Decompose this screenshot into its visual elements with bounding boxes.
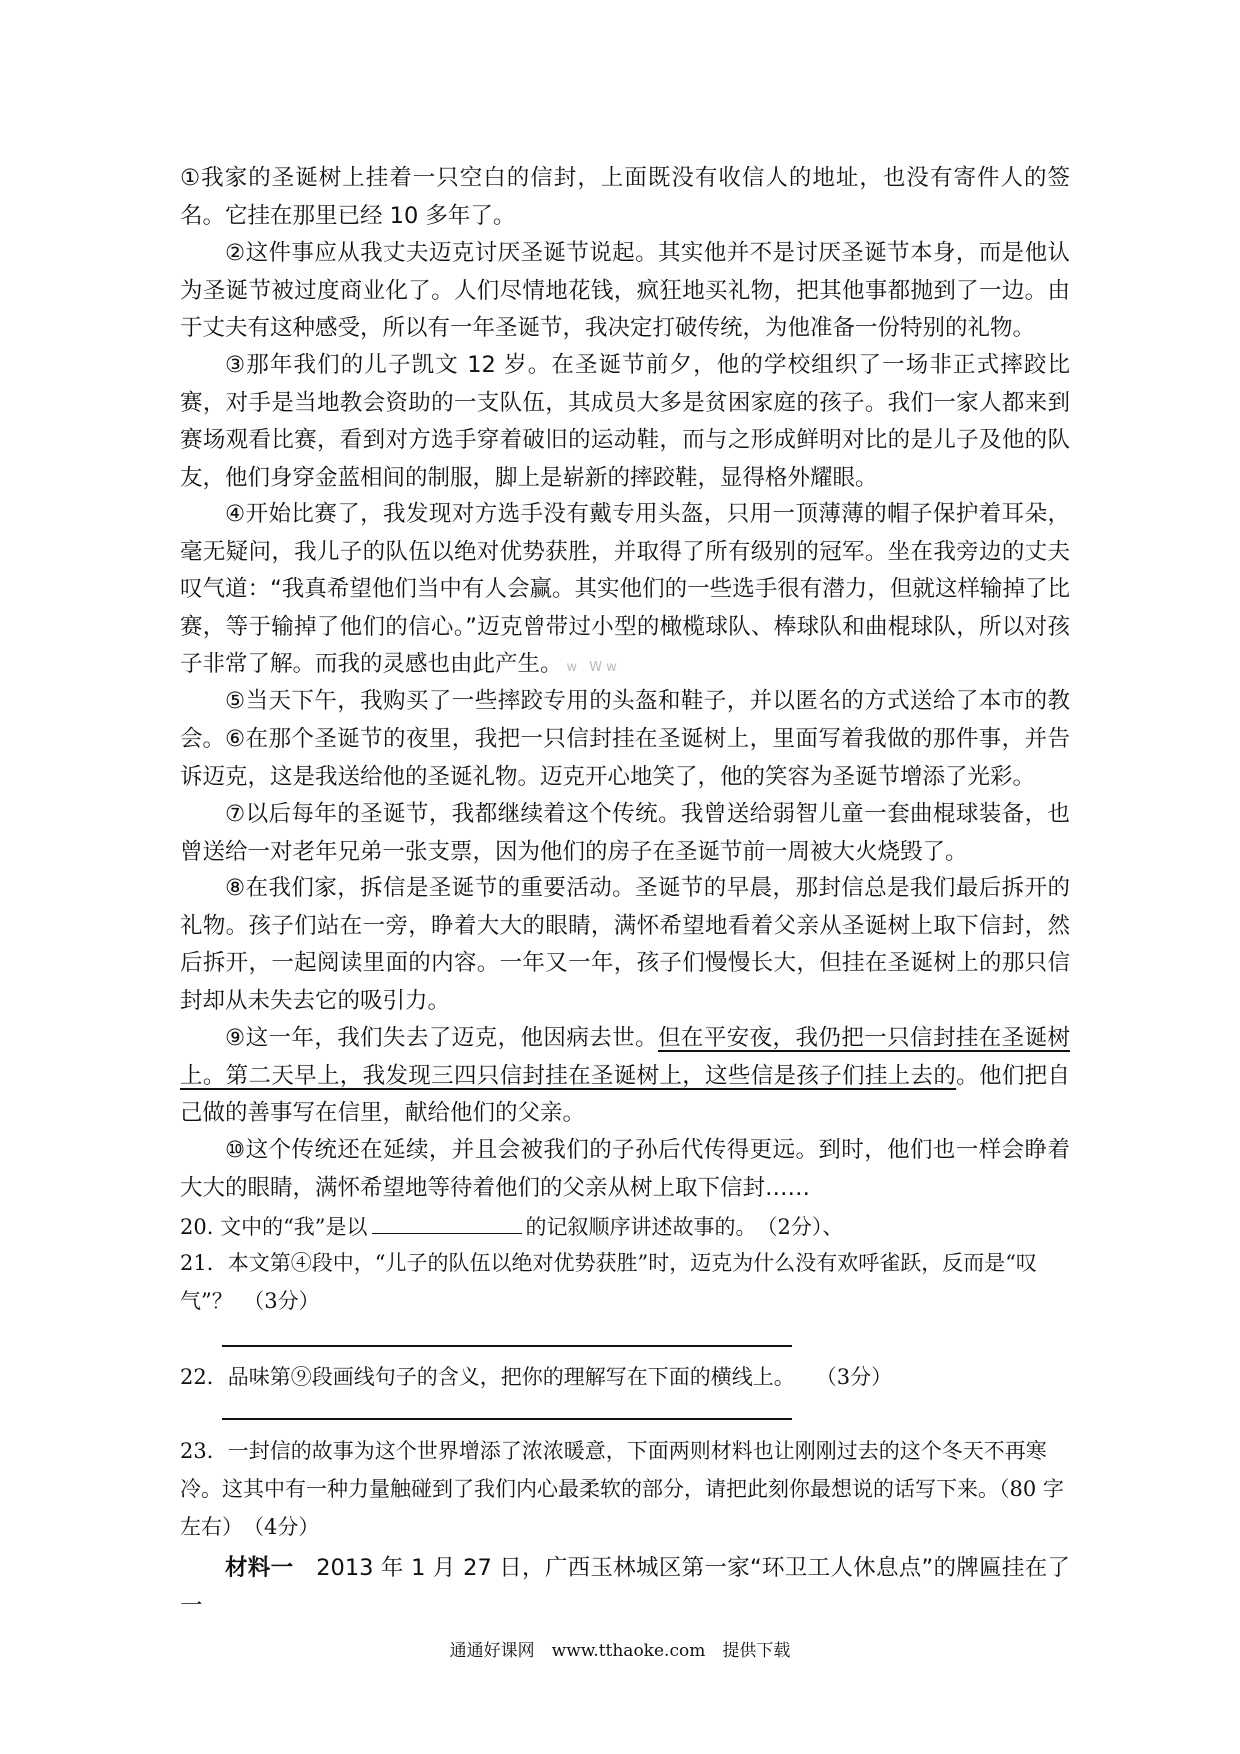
question-21-text: 21．本文第④段中，“儿子的队伍以绝对优势获胜”时，迈克为什么没有欢呼雀跃，反而是“叹气”？ （3分） <box>180 1251 1037 1313</box>
question-22-text: 22．品味第⑨段画线句子的含义，把你的理解写在下面的横线上。 （3分） <box>180 1365 893 1389</box>
paragraph-1-text: ①我家的圣诞树上挂着一只空白的信封，上面既没有收信人的地址，也没有寄件人的签名。它挂在那里已经 10 多年了。 <box>180 165 1070 229</box>
question-20 <box>180 1208 1070 1246</box>
paragraph-7 <box>180 796 1070 871</box>
answer-line-21[interactable] <box>222 1345 792 1347</box>
material-1-label: 材料一 <box>225 1555 294 1581</box>
question-20-text: 20. 文中的“我”是以 <box>180 1215 368 1239</box>
paragraph-1 <box>180 160 1070 235</box>
material-1 <box>180 1550 1070 1625</box>
paragraph-2-text: ②这件事应从我丈夫迈克讨厌圣诞节说起。其实他并不是讨厌圣诞节本身，而是他认为圣诞节被过度商业化了。人们尽情地花钱，疯狂地买礼物，把其他事都抛到了一边。由于丈夫有这种感受，所以有一年圣诞节，我决定打破传统，为他准备一份特别的礼物。 <box>180 240 1070 341</box>
question-23 <box>180 1432 1070 1546</box>
underlined-sentence: 但在平安夜，我仍把一只信封挂在圣诞树上。第二天早上，我发现三四只信封挂在圣诞树上，这些信是孩子们挂上去的 <box>180 1025 1070 1089</box>
paragraph-8-text: ⑧在我们家，拆信是圣诞节的重要活动。圣诞节的早晨，那封信总是我们最后拆开的礼物。孩子们站在一旁，睁着大大的眼睛，满怀希望地看着父亲从圣诞树上取下信封，然后拆开，一起阅读里面的内容。一年又一年，孩子们慢慢长大，但挂在圣诞树上的那只信封却从未失去它的吸引力。 <box>180 875 1070 1014</box>
question-23-text: 23．一封信的故事为这个世界增添了浓浓暖意，下面两则材料也让刚刚过去的这个冬天不再寒冷。这其中有一种力量触碰到了我们内心最柔软的部分，请把此刻你最想说的话写下来。（80 字左右） （4分） <box>180 1439 1064 1539</box>
paragraph-3 <box>180 347 1070 497</box>
paragraph-8 <box>180 870 1070 1020</box>
paragraph-9-text: ⑨这一年，我们失去了迈克，他因病去世。 <box>225 1025 658 1051</box>
question-21 <box>180 1244 1070 1320</box>
watermark-text: w Ww <box>566 660 621 675</box>
material-1-text: 2013 年 1 月 27 日，广西玉林城区第一家“环卫工人休息点”的牌匾挂在了一 <box>180 1555 1070 1619</box>
paragraph-6 <box>180 721 1070 796</box>
paragraph-9-tail: 。他们把自己做的善事写在信里，献给他们的父亲。 <box>180 1062 1070 1126</box>
answer-line-22[interactable] <box>222 1418 792 1420</box>
paragraph-7-text: ⑦以后每年的圣诞节，我都继续着这个传统。我曾送给弱智儿童一套曲棍球装备，也曾送给一对老年兄弟一张支票，因为他们的房子在圣诞节前一周被大火烧毁了。 <box>180 801 1070 865</box>
paragraph-3-text: ③那年我们的儿子凯文 12 岁。在圣诞节前夕，他的学校组织了一场非正式摔跤比赛，对手是当地教会资助的一支队伍，其成员大多是贫困家庭的孩子。我们一家人都来到赛场观看比赛，看到对方选手穿着破旧的运动鞋，而与之形成鲜明对比的是儿子及他的队友，他们身穿金蓝相间的制服，脚上是崭新的摔跤鞋，显得格外耀眼。 <box>180 352 1070 491</box>
answer-blank-20[interactable] <box>372 1213 522 1234</box>
paragraph-2 <box>180 235 1070 348</box>
paragraph-4-text: ④开始比赛了，我发现对方选手没有戴专用头盔，只用一顶薄薄的帽子保护着耳朵，毫无疑问，我儿子的队伍以绝对优势获胜，并取得了所有级别的冠军。坐在我旁边的丈夫叹气道：“我真希望他们当中有人会赢。其实他们的一些选手很有潜力，但就这样输掉了比赛，等于输掉了他们的信心。”迈克曾带过小型的橄榄球队、棒球队和曲棍球队，所以对孩子非常了解。而我的灵感也由此产生。 <box>180 501 1070 677</box>
page-footer: 通通好课网 www.tthaoke.com 提供下载 <box>449 1641 791 1661</box>
question-22 <box>180 1358 1070 1396</box>
paragraph-10-text: ⑩这个传统还在延续，并且会被我们的子孙后代传得更远。到时，他们也一样会睁着大大的眼睛，满怀希望地等待着他们的父亲从树上取下信封…… <box>180 1137 1070 1201</box>
paragraph-10 <box>180 1132 1070 1207</box>
question-20-tail: 的记叙顺序讲述故事的。 （2分）、 <box>525 1215 844 1239</box>
paragraph-4 <box>180 496 1070 687</box>
paragraph-6-text: ⑥在那个圣诞节的夜里，我把一只信封挂在圣诞树上，里面写着我做的那件事，并告诉迈克，这是我送给他的圣诞礼物。迈克开心地笑了，他的笑容为圣诞节增添了光彩。 <box>180 726 1070 790</box>
paragraph-5-text: ⑤当天下午，我购买了一些摔跤专用的头盔和鞋子，并以匿名的方式送给了本市的教会。 <box>180 688 1070 752</box>
paragraph-9 <box>180 1020 1070 1133</box>
